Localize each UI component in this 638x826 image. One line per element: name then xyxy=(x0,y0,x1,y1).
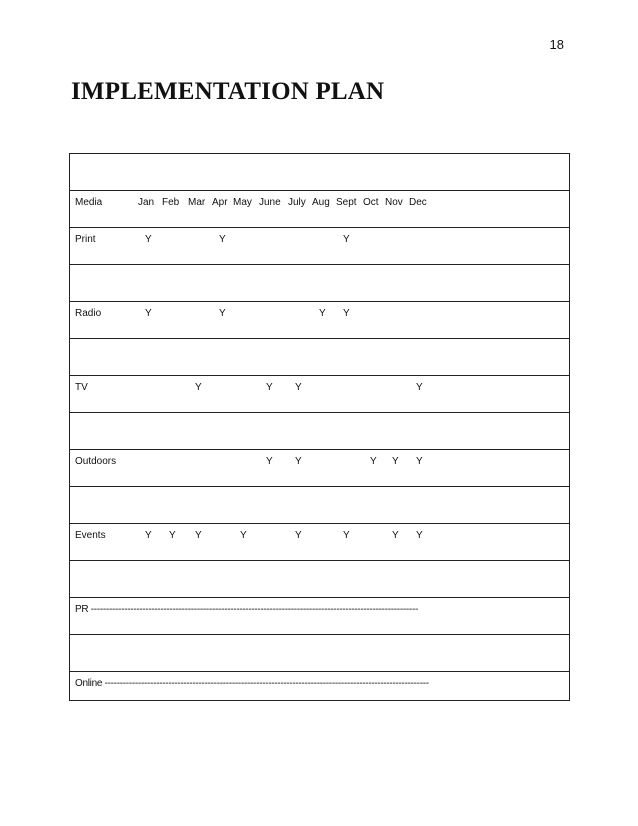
blank-row xyxy=(70,338,569,375)
row-label-tv: TV xyxy=(75,382,88,393)
mark-tv-july: Y xyxy=(295,382,302,393)
events-row xyxy=(70,523,569,560)
blank-row xyxy=(70,412,569,449)
mark-outdoors-dec: Y xyxy=(416,456,423,467)
month-header-jan: Jan xyxy=(138,197,155,208)
month-header-nov: Nov xyxy=(385,197,403,208)
mark-print-jan: Y xyxy=(145,234,152,245)
row-label-print: Print xyxy=(75,234,96,245)
mark-events-july: Y xyxy=(295,530,302,541)
blank-row xyxy=(70,634,569,671)
mark-radio-jan: Y xyxy=(145,308,152,319)
mark-radio-aug: Y xyxy=(319,308,326,319)
tv-row xyxy=(70,375,569,412)
month-header-sept: Sept xyxy=(336,197,357,208)
month-header-oct: Oct xyxy=(363,197,379,208)
month-header-may: May xyxy=(233,197,252,208)
month-header-aug: Aug xyxy=(312,197,330,208)
mark-events-feb: Y xyxy=(169,530,176,541)
pr-row-text: PR ------------------------------------------------------------------------------------------------------------ xyxy=(75,604,419,615)
row-label-events: Events xyxy=(75,530,106,541)
month-header-feb: Feb xyxy=(162,197,180,208)
mark-print-sept: Y xyxy=(343,234,350,245)
row-label-outdoors: Outdoors xyxy=(75,456,117,467)
mark-events-may: Y xyxy=(240,530,247,541)
media-header-label: Media xyxy=(75,197,103,208)
mark-outdoors-july: Y xyxy=(295,456,302,467)
radio-row xyxy=(70,301,569,338)
blank-row xyxy=(70,154,569,190)
mark-events-jan: Y xyxy=(145,530,152,541)
mark-outdoors-june: Y xyxy=(266,456,273,467)
mark-events-mar: Y xyxy=(195,530,202,541)
page-number: 18 xyxy=(549,37,564,52)
month-header-mar: Mar xyxy=(188,197,206,208)
implementation-plan-table xyxy=(69,153,570,701)
mark-print-apr: Y xyxy=(219,234,226,245)
mark-tv-june: Y xyxy=(266,382,273,393)
mark-events-sept: Y xyxy=(343,530,350,541)
online-row xyxy=(70,671,569,700)
page-title: IMPLEMENTATION PLAN xyxy=(71,78,385,105)
mark-events-nov: Y xyxy=(392,530,399,541)
mark-events-dec: Y xyxy=(416,530,423,541)
mark-radio-apr: Y xyxy=(219,308,226,319)
month-header-dec: Dec xyxy=(409,197,427,208)
month-header-june: June xyxy=(259,197,281,208)
blank-row xyxy=(70,486,569,523)
mark-tv-mar: Y xyxy=(195,382,202,393)
online-row-text: Online ----------------------------------------------------------------------------------------------------------- xyxy=(75,678,429,689)
month-header-july: July xyxy=(288,197,306,208)
mark-outdoors-nov: Y xyxy=(392,456,399,467)
pr-row xyxy=(70,597,569,634)
row-label-radio: Radio xyxy=(75,308,102,319)
mark-outdoors-oct: Y xyxy=(370,456,377,467)
outdoors-row xyxy=(70,449,569,486)
blank-row xyxy=(70,264,569,301)
mark-radio-sept: Y xyxy=(343,308,350,319)
blank-row xyxy=(70,560,569,597)
header-row xyxy=(70,190,569,227)
month-header-apr: Apr xyxy=(212,197,228,208)
mark-tv-dec: Y xyxy=(416,382,423,393)
print-row xyxy=(70,227,569,264)
